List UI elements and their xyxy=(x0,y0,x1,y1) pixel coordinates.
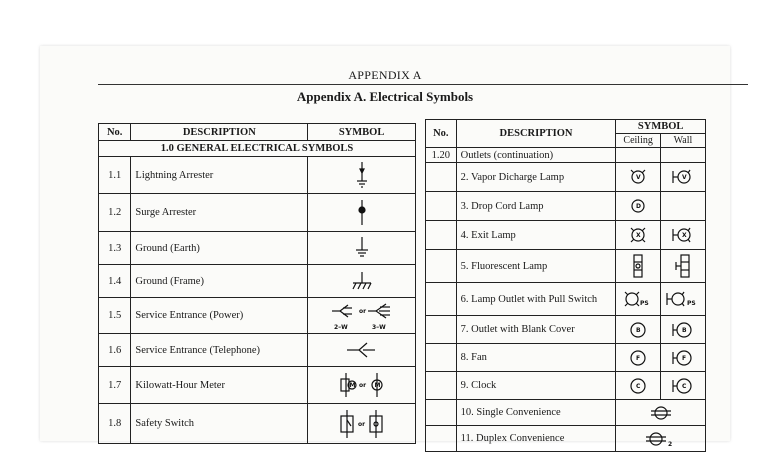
table-row xyxy=(426,344,706,372)
wall-letter: B xyxy=(681,326,687,334)
ceiling-letter: X xyxy=(636,232,641,239)
lightning-arrester-icon xyxy=(308,157,416,194)
row-description: 9. Clock xyxy=(456,372,616,400)
meter-m-label: M xyxy=(349,382,356,389)
row-description: Safety Switch xyxy=(131,404,308,444)
row-description: 3. Drop Cord Lamp xyxy=(456,192,616,221)
fan-wall-icon xyxy=(660,344,705,372)
wall-letter: F xyxy=(681,354,687,362)
row-description: 10. Single Convenience xyxy=(456,400,616,426)
surge-arrester-icon xyxy=(308,194,416,232)
ceiling-letter: PS xyxy=(640,300,649,307)
row-number: 1.1 xyxy=(99,157,131,194)
table-row xyxy=(426,426,706,452)
row-description: 4. Exit Lamp xyxy=(456,221,616,250)
two-wire-label: 2–W xyxy=(333,323,348,331)
header-rule xyxy=(98,84,748,85)
ground-frame-icon xyxy=(308,265,416,298)
row-number: 1.5 xyxy=(99,298,131,334)
document-page xyxy=(40,46,730,448)
row-description: Ground (Frame) xyxy=(131,265,308,298)
single-convenience-icon xyxy=(616,400,706,426)
ceiling-letter: V xyxy=(636,174,641,181)
table-row xyxy=(426,163,706,192)
clock-ceiling-icon xyxy=(616,372,661,400)
table-row xyxy=(99,232,416,265)
table-row xyxy=(99,367,416,404)
service-entrance-telephone-icon xyxy=(308,334,416,367)
table-row xyxy=(99,334,416,367)
table-row xyxy=(426,221,706,250)
col-wall-header: Wall xyxy=(660,134,705,148)
ground-earth-icon xyxy=(308,232,416,265)
row-description: 2. Vapor Dicharge Lamp xyxy=(456,163,616,192)
row-description: 11. Duplex Convenience xyxy=(456,426,616,452)
row-number: 1.3 xyxy=(99,232,131,265)
lamp-pull-switch-ceiling-icon xyxy=(616,283,661,316)
ceiling-letter: F xyxy=(636,354,641,362)
col-desc-header: DESCRIPTION xyxy=(456,120,616,148)
or-label: or xyxy=(357,420,365,428)
row-number: 1.2 xyxy=(99,194,131,232)
exit-lamp-ceiling-icon xyxy=(616,221,661,250)
duplex-subscript: 2 xyxy=(667,440,672,448)
page-title: Appendix A. Electrical Symbols xyxy=(296,89,474,104)
table-row xyxy=(426,372,706,400)
drop-cord-lamp-ceiling-icon xyxy=(616,192,661,221)
exit-lamp-wall-icon xyxy=(660,221,705,250)
row-description: Lightning Arrester xyxy=(131,157,308,194)
clock-wall-icon xyxy=(660,372,705,400)
or-label: or xyxy=(358,382,366,389)
safety-switch-icon xyxy=(308,404,416,444)
row-description: 8. Fan xyxy=(456,344,616,372)
blank-cover-wall-icon xyxy=(660,316,705,344)
vapor-discharge-lamp-wall-icon xyxy=(660,163,705,192)
table-row xyxy=(426,400,706,426)
appendix-header: APPENDIX A xyxy=(348,68,422,82)
wall-letter: V xyxy=(681,174,687,181)
ceiling-letter: B xyxy=(636,326,641,334)
ceiling-letter: D xyxy=(636,203,642,210)
meter-m-label: M xyxy=(374,382,381,389)
or-label: or xyxy=(358,307,366,315)
fluorescent-lamp-ceiling-icon xyxy=(616,250,661,283)
table-row xyxy=(99,194,416,232)
row-description: 7. Outlet with Blank Cover xyxy=(456,316,616,344)
general-symbols-table xyxy=(98,123,416,444)
row-description: 6. Lamp Outlet with Pull Switch xyxy=(456,283,616,316)
blank-cover-ceiling-icon xyxy=(616,316,661,344)
lamp-pull-switch-wall-icon xyxy=(660,283,705,316)
row-number: 1.8 xyxy=(99,404,131,444)
row-number: 1.4 xyxy=(99,265,131,298)
row-description: Service Entrance (Telephone) xyxy=(131,334,308,367)
row-description: Kilowatt-Hour Meter xyxy=(131,367,308,404)
table-row xyxy=(99,265,416,298)
row-number: 1.6 xyxy=(99,334,131,367)
service-entrance-power-icon xyxy=(308,298,416,334)
col-no-header: No. xyxy=(426,120,457,148)
row-description: Ground (Earth) xyxy=(131,232,308,265)
three-wire-label: 3–W xyxy=(371,323,386,331)
wall-letter: C xyxy=(681,382,687,390)
row-number: 1.7 xyxy=(99,367,131,404)
col-symbol-header: SYMBOL xyxy=(308,124,416,141)
table-row xyxy=(426,283,706,316)
row-description: 5. Fluorescent Lamp xyxy=(456,250,616,283)
section-heading: Outlets (continuation) xyxy=(456,148,616,163)
fan-ceiling-icon xyxy=(616,344,661,372)
wall-letter: PS xyxy=(686,300,696,307)
row-description: Service Entrance (Power) xyxy=(131,298,308,334)
table-row xyxy=(426,250,706,283)
section-heading: 1.0 GENERAL ELECTRICAL SYMBOLS xyxy=(99,141,416,157)
table-row xyxy=(426,316,706,344)
col-ceiling-header: Ceiling xyxy=(616,134,661,148)
table-row xyxy=(99,157,416,194)
col-symbol-header: SYMBOL xyxy=(616,120,706,134)
table-row xyxy=(99,298,416,334)
duplex-convenience-icon xyxy=(616,426,706,452)
col-desc-header: DESCRIPTION xyxy=(131,124,308,141)
col-no-header: No. xyxy=(99,124,131,141)
outlets-table xyxy=(425,119,706,452)
row-description: Surge Arrester xyxy=(131,194,308,232)
kilowatt-hour-meter-icon xyxy=(308,367,416,404)
section-number: 1.20 xyxy=(426,148,457,163)
ceiling-letter: C xyxy=(636,382,641,390)
fluorescent-lamp-wall-icon xyxy=(660,250,705,283)
vapor-discharge-lamp-ceiling-icon xyxy=(616,163,661,192)
wall-letter: X xyxy=(681,232,687,239)
table-row xyxy=(99,404,416,444)
table-row xyxy=(426,192,706,221)
